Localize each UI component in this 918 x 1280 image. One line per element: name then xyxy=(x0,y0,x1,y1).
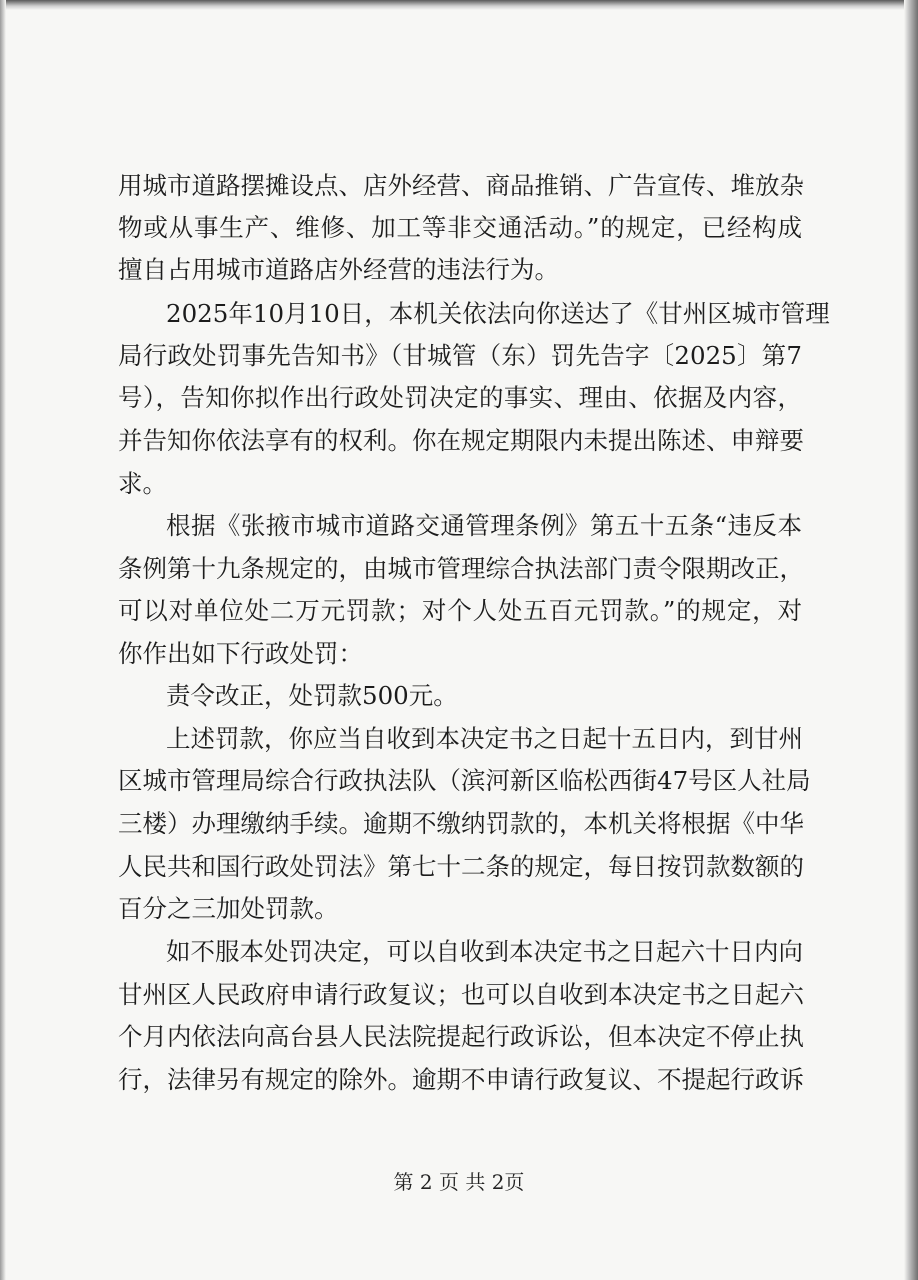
body-line: 如不服本处罚决定，可以自收到本决定书之日起六十日内向 xyxy=(166,937,803,966)
body-line: 三楼）办理缴纳手续。逾期不缴纳罚款的，本机关将根据《中华 xyxy=(118,809,804,838)
body-line: 行，法律另有规定的除外。逾期不申请行政复议、不提起行政诉 xyxy=(118,1065,804,1094)
body-line: 甘州区人民政府申请行政复议；也可以自收到本决定书之日起六 xyxy=(118,980,804,1009)
body-line: 并告知你依法享有的权利。你在规定期限内未提出陈述、申辩要 xyxy=(118,426,804,455)
body-line: 用城市道路摆摊设点、店外经营、商品推销、广告宣传、堆放杂 xyxy=(118,171,804,200)
body-line: 条例第十九条规定的，由城市管理综合执法部门责令限期改正， xyxy=(118,554,804,583)
body-line: 根据《张掖市城市道路交通管理条例》第五十五条“违反本 xyxy=(166,511,802,540)
body-line: 擅自占用城市道路店外经营的违法行为。 xyxy=(118,255,559,284)
body-line: 可以对单位处二万元罚款；对个人处五百元罚款。”的规定，对 xyxy=(118,596,802,625)
body-line: 区城市管理局综合行政执法队（滨河新区临松西街47号区人社局 xyxy=(118,766,811,795)
body-line: 求。 xyxy=(118,469,167,498)
body-line: 2025年10月10日，本机关依法向你送达了《甘州区城市管理 xyxy=(166,299,830,328)
page-number-footer: 第 2 页 共 2页 xyxy=(393,1170,525,1194)
body-line: 人民共和国行政处罚法》第七十二条的规定，每日按罚款数额的 xyxy=(118,852,804,881)
body-line: 号），告知你拟作出行政处罚决定的事实、理由、依据及内容， xyxy=(118,383,802,412)
body-line: 局行政处罚事先告知书》（甘城管（东）罚先告字〔2025〕第7 xyxy=(118,341,802,370)
body-line: 上述罚款，你应当自收到本决定书之日起十五日内，到甘州 xyxy=(166,724,803,753)
body-line: 物或从事生产、维修、加工等非交通活动。”的规定，已经构成 xyxy=(118,213,802,242)
penalty-line: 责令改正，处罚款500元。 xyxy=(166,681,458,710)
body-line: 百分之三加处罚款。 xyxy=(118,894,339,923)
body-line: 个月内依法向高台县人民法院提起行政诉讼，但本决定不停止执 xyxy=(118,1022,804,1051)
body-line: 你作出如下行政处罚： xyxy=(118,639,363,668)
